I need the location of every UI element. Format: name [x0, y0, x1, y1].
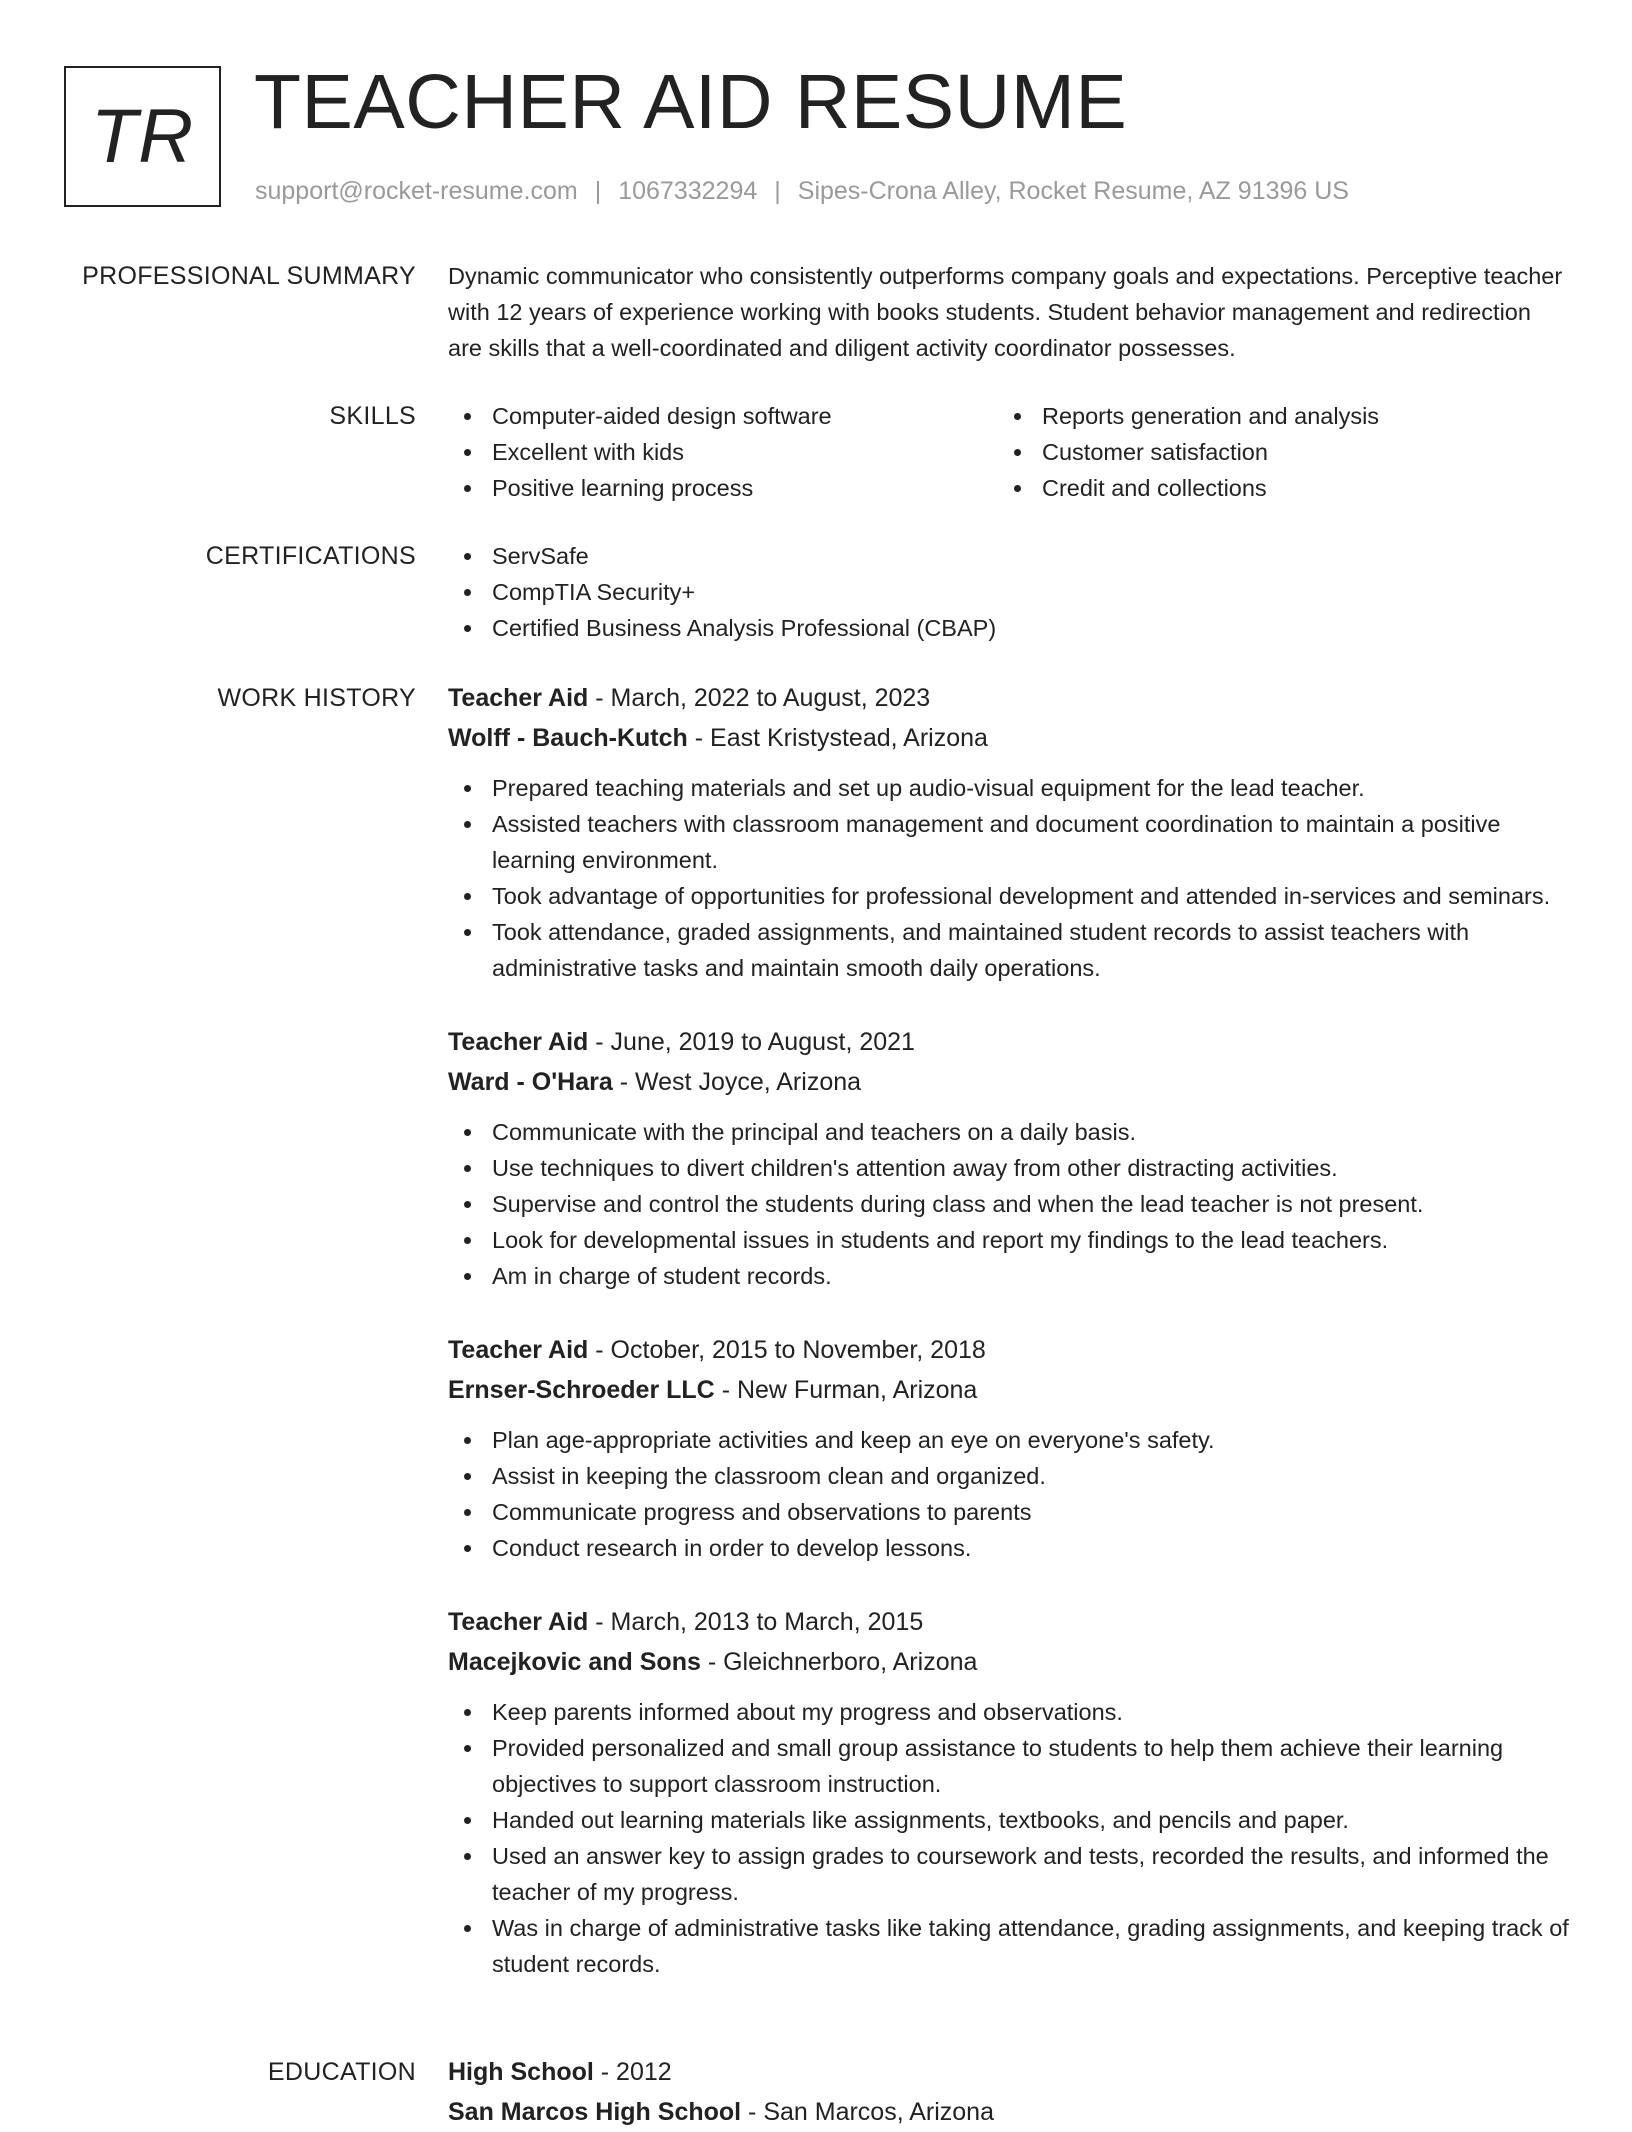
job-duty: Communicate with the principal and teachers on a daily basis.: [448, 1114, 1570, 1150]
job-title: Teacher Aid: [448, 684, 589, 712]
job-duty: Plan age-appropriate activities and keep an eye on everyone's safety.: [448, 1422, 1570, 1458]
job-duty: Handed out learning materials like assignments, textbooks, and pencils and paper.: [448, 1802, 1570, 1838]
certifications-list: [448, 538, 1570, 646]
education-degree: High School: [448, 2058, 594, 2086]
job-title-line: Teacher Aid - March, 2013 to March, 2015: [448, 1608, 924, 1636]
skill-item: Reports generation and analysis: [998, 398, 1548, 434]
job-duty: Took attendance, graded assignments, and maintained student records to assist teachers with administrative tasks and maintain smooth daily operations.: [448, 914, 1570, 986]
monogram-initials: TR: [90, 94, 195, 179]
job-title: Teacher Aid: [448, 1028, 589, 1056]
job-duty: Communicate progress and observations to parents: [448, 1494, 1570, 1530]
job-duty: Prepared teaching materials and set up audio-visual equipment for the lead teacher.: [448, 770, 1570, 806]
certification-item: ServSafe: [448, 538, 1570, 574]
certification-item: CompTIA Security+: [448, 574, 1570, 610]
job-dates: June, 2019 to August, 2021: [610, 1028, 915, 1056]
job-duties: [448, 1422, 1570, 1566]
job-entry: [448, 1022, 1570, 1294]
resume-title: TEACHER AID RESUME: [254, 59, 1128, 145]
job-location: East Kristystead, Arizona: [710, 724, 988, 752]
job-location: West Joyce, Arizona: [635, 1068, 862, 1096]
contact-separator: |: [774, 177, 781, 205]
job-company: Wolff - Bauch-Kutch: [448, 724, 688, 752]
job-duty: Provided personalized and small group assistance to students to help them achieve their learning objectives to support classroom instruction.: [448, 1730, 1570, 1802]
skills-body: [448, 398, 1570, 506]
job-duty: Assisted teachers with classroom management and document coordination to maintain a positive learning environment.: [448, 806, 1570, 878]
certifications-body: [448, 538, 1570, 646]
job-title: Teacher Aid: [448, 1336, 589, 1364]
job-company: Macejkovic and Sons: [448, 1648, 701, 1676]
job-title: Teacher Aid: [448, 1608, 589, 1636]
job-entry: [448, 678, 1570, 986]
skill-item: Excellent with kids: [448, 434, 998, 470]
skill-item: Credit and collections: [998, 470, 1548, 506]
job-duty: Look for developmental issues in students and report my findings to the lead teachers.: [448, 1222, 1570, 1258]
skill-item: Customer satisfaction: [998, 434, 1548, 470]
job-duties: [448, 1114, 1570, 1294]
job-company-line: Ernser-Schroeder LLC - New Furman, Arizona: [448, 1376, 978, 1404]
contact-address: Sipes-Crona Alley, Rocket Resume, AZ 91396 US: [797, 177, 1349, 205]
monogram-badge: [64, 66, 221, 207]
education-school-line: San Marcos High School - San Marcos, Arizona: [448, 2098, 994, 2126]
skills-list-right: [998, 398, 1548, 506]
skill-item: Positive learning process: [448, 470, 998, 506]
summary-heading: PROFESSIONAL SUMMARY: [82, 262, 416, 290]
education-degree-line: High School - 2012: [448, 2058, 672, 2086]
certification-item: Certified Business Analysis Professional (CBAP): [448, 610, 1570, 646]
job-title-line: Teacher Aid - October, 2015 to November, 2018: [448, 1336, 986, 1364]
job-entry: [448, 1602, 1570, 1982]
job-company: Ernser-Schroeder LLC: [448, 1376, 715, 1404]
contact-phone: 1067332294: [618, 177, 758, 205]
job-duty: Keep parents informed about my progress and observations.: [448, 1694, 1570, 1730]
job-duties: [448, 770, 1570, 986]
work-history-heading: WORK HISTORY: [217, 684, 416, 712]
skills-list-left: [448, 398, 998, 506]
job-duty: Assist in keeping the classroom clean and organized.: [448, 1458, 1570, 1494]
job-duty: Use techniques to divert children's attention away from other distracting activities.: [448, 1150, 1570, 1186]
job-dates: March, 2013 to March, 2015: [610, 1608, 924, 1636]
skill-item: Computer-aided design software: [448, 398, 998, 434]
contact-separator: |: [594, 177, 602, 205]
job-location: Gleichnerboro, Arizona: [723, 1648, 978, 1676]
job-duty: Supervise and control the students during class and when the lead teacher is not present.: [448, 1186, 1570, 1222]
summary-body: [448, 258, 1570, 366]
job-duty: Conduct research in order to develop lessons.: [448, 1530, 1570, 1566]
job-duties: [448, 1694, 1570, 1982]
job-company-line: Macejkovic and Sons - Gleichnerboro, Arizona: [448, 1648, 978, 1676]
education-school: San Marcos High School: [448, 2098, 742, 2126]
work-history-body: [448, 678, 1570, 2018]
job-dates: October, 2015 to November, 2018: [610, 1336, 986, 1364]
contact-email: support@rocket-resume.com: [255, 177, 578, 205]
skills-heading: SKILLS: [329, 402, 416, 430]
certifications-heading: CERTIFICATIONS: [205, 542, 416, 570]
education-body: [448, 2052, 1570, 2132]
education-year: 2012: [616, 2058, 672, 2086]
job-duty: Was in charge of administrative tasks like taking attendance, grading assignments, and keeping track of student records.: [448, 1910, 1570, 1982]
job-company: Ward - O'Hara: [448, 1068, 613, 1096]
education-location: San Marcos, Arizona: [763, 2098, 994, 2126]
job-company-line: Ward - O'Hara - West Joyce, Arizona: [448, 1068, 862, 1096]
education-heading: EDUCATION: [267, 2058, 416, 2086]
job-dates: March, 2022 to August, 2023: [610, 684, 931, 712]
job-title-line: Teacher Aid - March, 2022 to August, 2023: [448, 684, 931, 712]
job-location: New Furman, Arizona: [736, 1376, 978, 1404]
job-duty: Used an answer key to assign grades to coursework and tests, recorded the results, and informed the teacher of my progress.: [448, 1838, 1570, 1910]
summary-text: Dynamic communicator who consistently outperforms company goals and expectations. Perceptive teacher with 12 years of experience working with books students. Student behavior management and redirection are skills that a well-coordinated and diligent activity coordinator possesses.: [448, 263, 1563, 361]
job-company-line: Wolff - Bauch-Kutch - East Kristystead, Arizona: [448, 724, 988, 752]
job-title-line: Teacher Aid - June, 2019 to August, 2021: [448, 1028, 915, 1056]
contact-line: [255, 176, 1349, 206]
skills-grid: [448, 398, 1570, 506]
job-entry: [448, 1330, 1570, 1566]
job-duty: Am in charge of student records.: [448, 1258, 1570, 1294]
job-duty: Took advantage of opportunities for professional development and attended in-services and seminars.: [448, 878, 1570, 914]
